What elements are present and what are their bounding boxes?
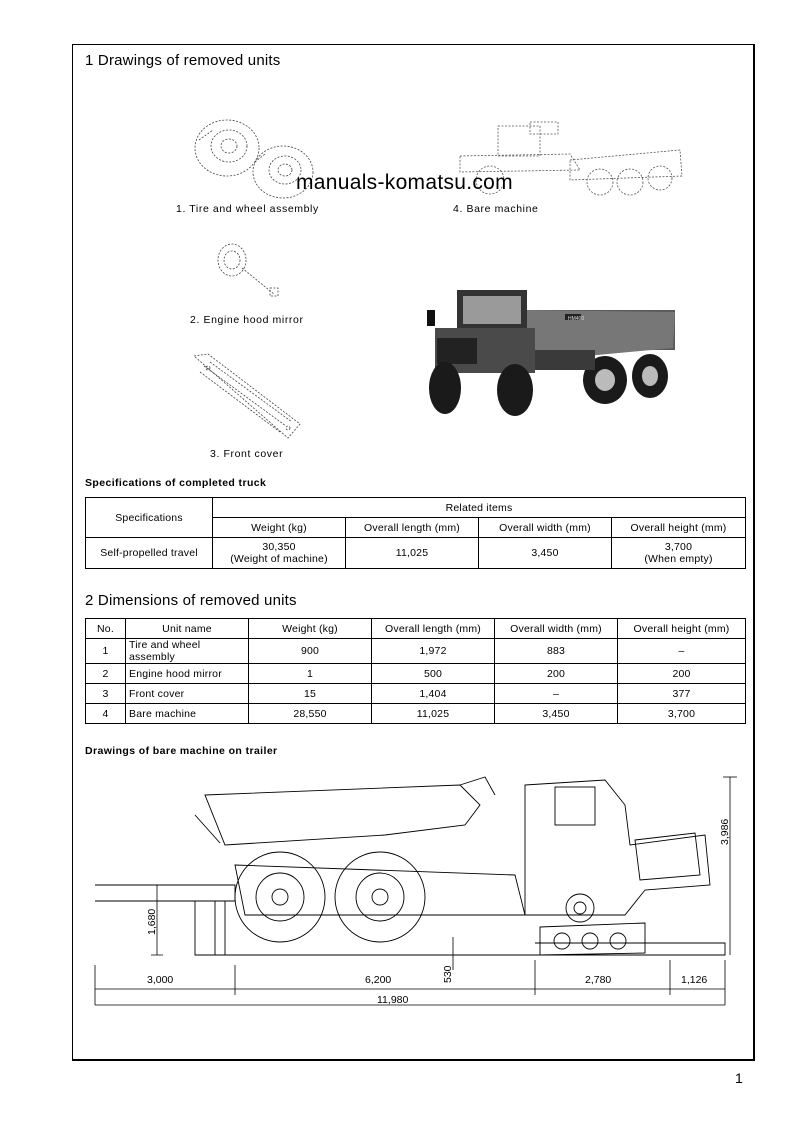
dim-3986: 3,986 xyxy=(719,818,731,845)
mirror-illustration xyxy=(212,238,292,302)
row3-width: – xyxy=(495,684,618,704)
spec-weight-cell xyxy=(213,538,346,569)
spec-header-width: Overall width (mm) xyxy=(479,518,612,538)
units-header-height: Overall height (mm) xyxy=(618,619,746,639)
spec-height-cell xyxy=(612,538,746,569)
table-row xyxy=(86,664,746,684)
units-header-weight: Weight (kg) xyxy=(249,619,372,639)
spec-height-note: (When empty) xyxy=(644,553,713,565)
dim-1126: 1,126 xyxy=(681,974,708,986)
caption-mirror: 2. Engine hood mirror xyxy=(190,314,304,326)
dim-1680: 1,680 xyxy=(146,908,158,935)
caption-front-cover: 3. Front cover xyxy=(210,448,284,460)
row1-height: – xyxy=(618,639,746,664)
watermark-text: manuals-komatsu.com xyxy=(296,171,513,194)
dim-3000: 3,000 xyxy=(147,974,174,986)
caption-tire-wheel: 1. Tire and wheel assembly xyxy=(176,203,319,215)
units-header-name: Unit name xyxy=(126,619,249,639)
spec-header-length: Overall length (mm) xyxy=(346,518,479,538)
related-items-header: Related items xyxy=(213,498,746,518)
row4-weight: 28,550 xyxy=(249,704,372,724)
row4-height: 3,700 xyxy=(618,704,746,724)
truck-photo xyxy=(415,288,680,418)
section2-heading: 2 Dimensions of removed units xyxy=(85,592,297,609)
front-cover-illustration xyxy=(188,352,308,442)
row1-name: Tire and wheel assembly xyxy=(126,639,249,664)
row4-width: 3,450 xyxy=(495,704,618,724)
units-header-length: Overall length (mm) xyxy=(372,619,495,639)
row1-width: 883 xyxy=(495,639,618,664)
row1-length: 1,972 xyxy=(372,639,495,664)
spec-row-label: Self-propelled travel xyxy=(86,538,213,569)
spec-table xyxy=(85,497,746,569)
spec-header-weight: Weight (kg) xyxy=(213,518,346,538)
spec-width: 3,450 xyxy=(479,538,612,569)
units-header-no: No. xyxy=(86,619,126,639)
row3-length: 1,404 xyxy=(372,684,495,704)
trailer-drawing xyxy=(85,765,755,1020)
row4-name: Bare machine xyxy=(126,704,249,724)
spec-weight-note: (Weight of machine) xyxy=(230,553,328,565)
row2-weight: 1 xyxy=(249,664,372,684)
row4-no: 4 xyxy=(86,704,126,724)
spec-header-height: Overall height (mm) xyxy=(612,518,746,538)
table-row xyxy=(86,639,746,664)
spec-length: 11,025 xyxy=(346,538,479,569)
units-table xyxy=(85,618,746,724)
spec-table-title: Specifications of completed truck xyxy=(85,477,267,489)
row1-no: 1 xyxy=(86,639,126,664)
units-header-width: Overall width (mm) xyxy=(495,619,618,639)
row1-weight: 900 xyxy=(249,639,372,664)
page-number: 1 xyxy=(735,1070,743,1086)
row2-no: 2 xyxy=(86,664,126,684)
caption-bare-machine: 4. Bare machine xyxy=(453,203,539,215)
row4-length: 11,025 xyxy=(372,704,495,724)
row2-height: 200 xyxy=(618,664,746,684)
spec-weight: 30,350 xyxy=(262,541,296,553)
spec-height: 3,700 xyxy=(664,541,693,553)
section1-heading: 1 Drawings of removed units xyxy=(85,52,281,69)
table-row xyxy=(86,704,746,724)
table-row xyxy=(86,684,746,704)
dim-2780: 2,780 xyxy=(585,974,612,986)
trailer-drawing-title: Drawings of bare machine on trailer xyxy=(85,745,278,757)
row3-weight: 15 xyxy=(249,684,372,704)
row3-name: Front cover xyxy=(126,684,249,704)
row3-no: 3 xyxy=(86,684,126,704)
truck-badge: HM400 xyxy=(568,316,585,322)
spec-col-header: Specifications xyxy=(86,498,213,538)
dim-530: 530 xyxy=(442,965,454,983)
dim-11980: 11,980 xyxy=(377,994,409,1006)
dim-6200: 6,200 xyxy=(365,974,392,986)
row2-width: 200 xyxy=(495,664,618,684)
row2-name: Engine hood mirror xyxy=(126,664,249,684)
row3-height: 377 xyxy=(618,684,746,704)
row2-length: 500 xyxy=(372,664,495,684)
